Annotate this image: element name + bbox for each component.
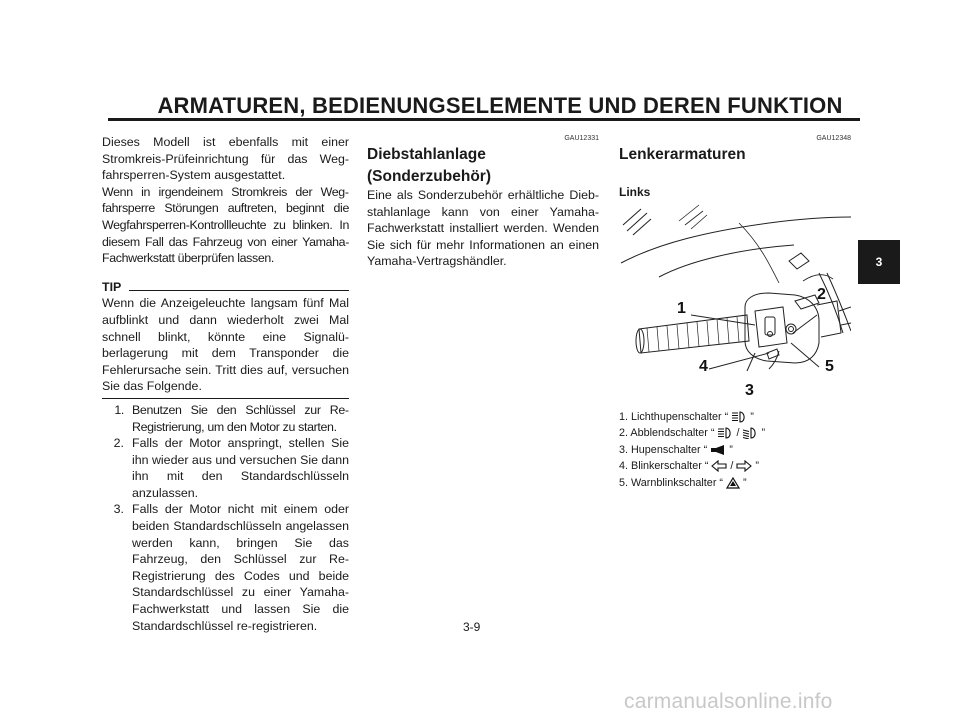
section-title-line-2: (Sonderzubehör) bbox=[367, 168, 491, 185]
tip-text: Wenn die Anzeigeleuchte langsam fünf Mal aufblinkt und dann wiederholt zwei Mal schnell blinkt, könnte eine Signalüberlagerung mit dem Transponder die Fehlerursache sein. Tritt dies auf, versuchen Sie das Folgende. bbox=[102, 296, 349, 394]
caption-text: 5. Warnblinkschalter “ bbox=[619, 476, 724, 489]
section-code: GAU12331 bbox=[564, 135, 599, 142]
caption-hazard-switch bbox=[619, 475, 851, 492]
page-header-title: ARMATUREN, BEDIENUNGSELEMENTE UND DEREN FUNKTION bbox=[157, 93, 843, 118]
column-anti-theft bbox=[367, 134, 599, 270]
step-text: Falls der Motor nicht mit einem oder beiden Standardschlüsseln angelassen werden kann, bringen Sie das Fahrzeug, den Schlüssel zur ReRegistrierung des Codes und beide Standardschlüssel zu einer Yamaha-Fachwerkstatt und lassen Sie die Standardschlüssel re-registrieren. bbox=[132, 502, 349, 633]
callout-3: 3 bbox=[745, 381, 754, 399]
caption-turn-signal-switch bbox=[619, 458, 851, 475]
page-number: 3-9 bbox=[463, 620, 481, 634]
caption-text: ” bbox=[750, 410, 754, 423]
caption-text: 1. Lichthupenschalter “ bbox=[619, 410, 729, 423]
callout-1: 1 bbox=[677, 299, 686, 317]
column-handlebar-switches bbox=[619, 134, 851, 491]
horn-icon bbox=[710, 444, 726, 456]
callout-4: 4 bbox=[699, 357, 708, 375]
handlebar-switch-illustration bbox=[619, 203, 851, 399]
tip-label: TIP bbox=[102, 279, 122, 294]
tip-rule-bottom bbox=[102, 398, 349, 399]
anti-theft-paragraph: Eine als Sonderzubehör erhältliche Diebstahlanlage kann von einer Yamaha-Fachwerkstatt installiert werden. Wenden Sie sich für mehr Informationen an einen Yamaha-Vertragshändler. bbox=[367, 188, 599, 269]
chapter-tab[interactable]: 3 bbox=[858, 240, 900, 284]
tip-heading bbox=[102, 279, 349, 296]
caption-text: ” bbox=[755, 460, 760, 473]
arrow-right-icon bbox=[736, 460, 752, 472]
caption-text: 2. Abblendschalter “ bbox=[619, 427, 715, 440]
step-number: 1. bbox=[114, 402, 124, 417]
watermark: carmanualsonline.info bbox=[624, 690, 833, 713]
column-immobilizer bbox=[102, 134, 349, 634]
figure-captions bbox=[619, 409, 851, 492]
header-rule bbox=[108, 118, 860, 121]
list-item bbox=[102, 501, 349, 634]
tip-rule-top bbox=[129, 290, 349, 291]
hazard-icon bbox=[726, 477, 740, 489]
section-title-line-1: Diebstahlanlage bbox=[367, 146, 486, 163]
low-beam-icon bbox=[742, 427, 758, 439]
callout-2: 2 bbox=[817, 285, 826, 303]
arrow-left-icon bbox=[711, 460, 727, 472]
step-text: Falls der Motor anspringt, stellen Sie ihn wieder aus und versuchen Sie dann ihn mit den Standardschlüsseln anzulassen. bbox=[132, 436, 349, 500]
immobilizer-paragraph-2: Wenn in irgendeinem Stromkreis der Wegfahrsperre Störungen auftreten, beginnt die Wegfahrsperren-Kontrollleuchte zu blinken. In diesem Fall das Fahrzeug von einer Yamaha-Fachwerkstatt überprüfen lassen. bbox=[102, 184, 349, 266]
section-code: GAU12348 bbox=[816, 135, 851, 142]
caption-text: ” bbox=[761, 427, 766, 440]
section-subtitle-left: Links bbox=[619, 185, 651, 199]
caption-dimmer-switch bbox=[619, 425, 851, 442]
step-number: 2. bbox=[113, 436, 124, 451]
caption-text: ” bbox=[729, 443, 733, 456]
caption-horn-switch bbox=[619, 442, 851, 459]
step-text: Benutzen Sie den Schlüssel zur ReRegistrierung, um den Motor zu starten. bbox=[132, 402, 349, 434]
caption-text: 4. Blinkerschalter “ bbox=[619, 460, 709, 473]
caption-text: / bbox=[730, 460, 734, 473]
step-number: 3. bbox=[113, 502, 124, 517]
callout-5: 5 bbox=[825, 357, 834, 375]
tip-steps-list bbox=[102, 402, 349, 634]
immobilizer-paragraph-1: Dieses Modell ist ebenfalls mit einer Stromkreis-Prüfeinrichtung für das Wegfahrsperren-System ausgestattet. bbox=[102, 135, 349, 183]
list-item bbox=[102, 402, 349, 435]
caption-text: / bbox=[736, 427, 740, 440]
high-beam-icon bbox=[731, 411, 747, 423]
caption-text: ” bbox=[743, 476, 747, 489]
caption-text: 3. Hupenschalter “ bbox=[619, 443, 708, 456]
high-beam-icon bbox=[717, 427, 733, 439]
section-title: Lenkerarmaturen bbox=[619, 146, 746, 163]
list-item bbox=[102, 435, 349, 501]
caption-pass-switch bbox=[619, 409, 851, 426]
